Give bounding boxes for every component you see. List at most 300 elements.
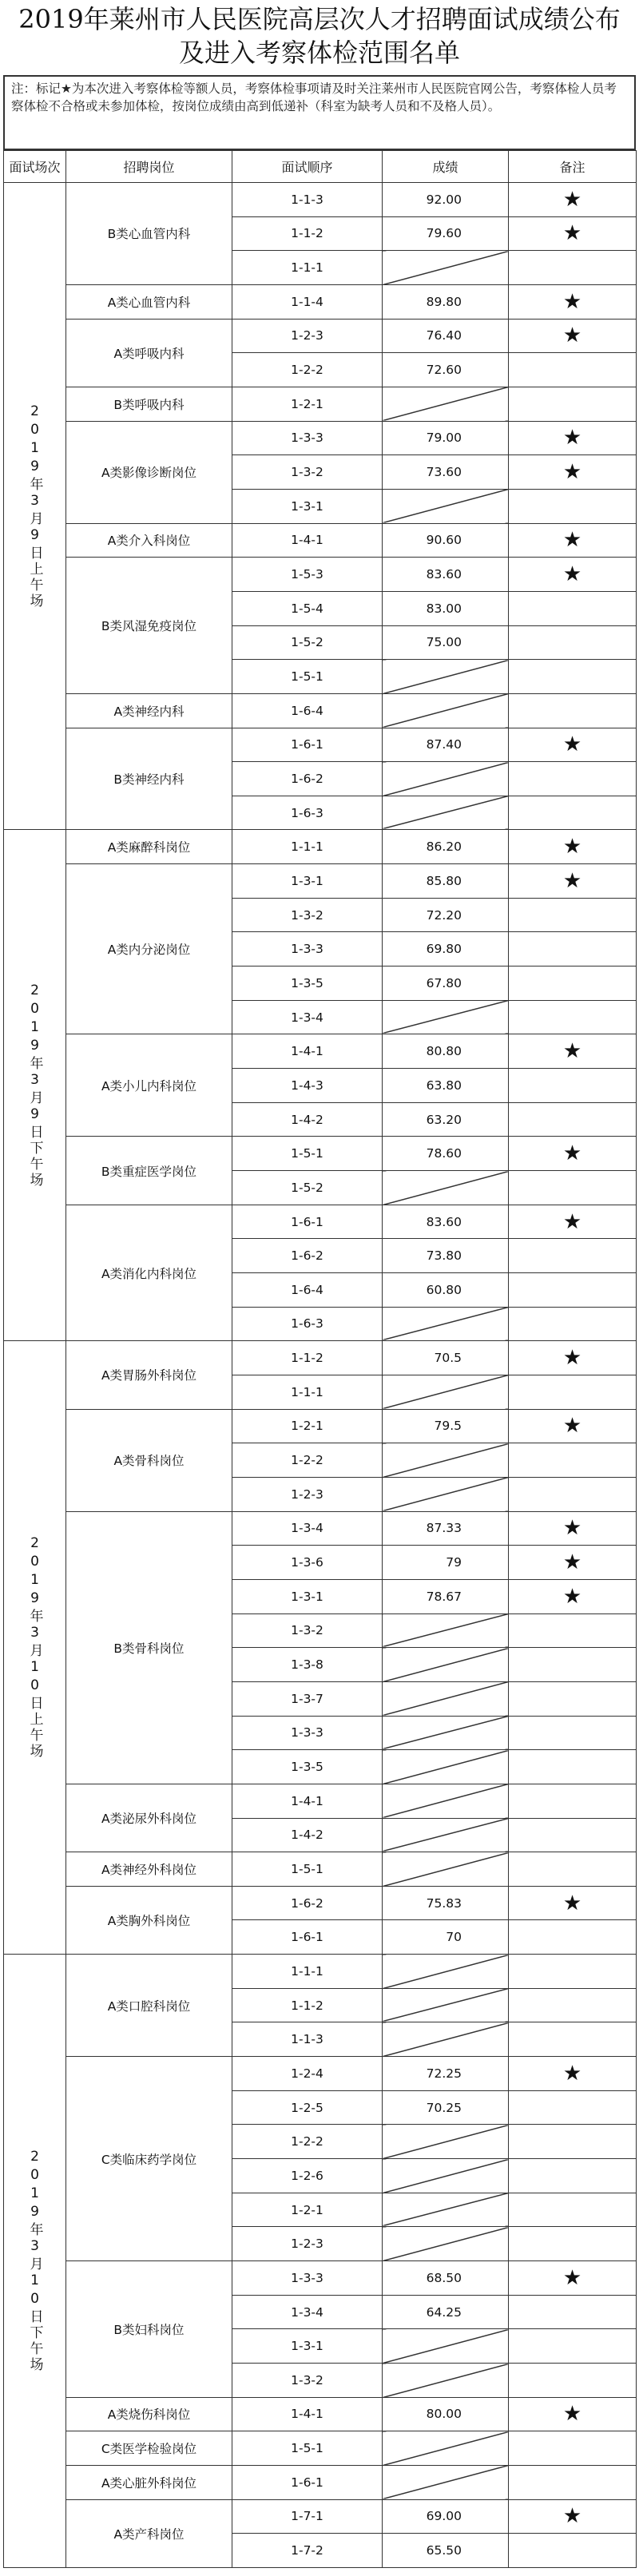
order-cell: 1-3-3 [232, 932, 383, 966]
score-cell: 72.60 [383, 353, 509, 387]
order-cell: 1-3-3 [232, 2261, 383, 2296]
order-cell: 1-1-2 [232, 1988, 383, 2022]
score-cell [383, 1443, 509, 1478]
table-row [4, 2261, 637, 2296]
order-cell: 1-3-5 [232, 1750, 383, 1784]
star-icon: ★ [562, 2402, 582, 2427]
score-cell: 72.20 [383, 898, 509, 932]
remark-cell [509, 1375, 637, 1409]
remark-cell [509, 1511, 637, 1546]
score-cell: 63.20 [383, 1102, 509, 1137]
score-cell: 73.80 [383, 1239, 509, 1273]
order-cell: 1-2-2 [232, 353, 383, 387]
order-cell: 1-5-2 [232, 1171, 383, 1205]
position-cell: A类心脏外科岗位 [66, 2465, 232, 2499]
order-cell: 1-4-3 [232, 1069, 383, 1103]
order-cell: 1-1-1 [232, 251, 383, 285]
table-row [4, 1852, 637, 1887]
table-row [4, 693, 637, 728]
order-cell: 1-7-1 [232, 2499, 383, 2534]
remark-cell [509, 1955, 637, 1989]
remark-cell [509, 387, 637, 421]
position-cell: A类麻醉科岗位 [66, 830, 232, 864]
remark-cell [509, 216, 637, 251]
order-cell: 1-2-2 [232, 2125, 383, 2159]
order-cell: 1-3-1 [232, 1579, 383, 1613]
score-cell: 70.25 [383, 2090, 509, 2125]
order-cell: 1-3-7 [232, 1681, 383, 1716]
position-cell: B类呼吸内科 [66, 387, 232, 421]
order-cell: 1-4-1 [232, 2397, 383, 2431]
order-cell: 1-5-1 [232, 1852, 383, 1887]
remark-cell [509, 1613, 637, 1648]
remark-cell [509, 625, 637, 660]
remark-cell [509, 1137, 637, 1171]
order-cell: 1-1-3 [232, 183, 383, 217]
position-cell: A类骨科岗位 [66, 1409, 232, 1511]
score-cell: 83.60 [383, 558, 509, 592]
remark-cell [509, 1750, 637, 1784]
order-cell: 1-6-1 [232, 1205, 383, 1239]
order-cell: 1-1-3 [232, 2022, 383, 2057]
score-cell: 70.5 [383, 1341, 509, 1375]
position-cell: A类内分泌岗位 [66, 864, 232, 1034]
remark-cell [509, 966, 637, 1001]
star-icon: ★ [562, 323, 582, 348]
order-cell: 1-4-2 [232, 1102, 383, 1137]
order-cell: 1-3-5 [232, 966, 383, 1001]
header-order: 面试顺序 [232, 151, 383, 183]
order-cell: 1-5-1 [232, 2431, 383, 2466]
order-cell: 1-6-1 [232, 728, 383, 762]
order-cell: 1-2-1 [232, 2193, 383, 2227]
session-cell: 2019年3月10日下午场 [4, 1955, 66, 2568]
remark-cell [509, 183, 637, 217]
remark-cell [509, 1171, 637, 1205]
remark-cell [509, 2022, 637, 2057]
star-icon: ★ [562, 835, 582, 859]
remark-cell [509, 2431, 637, 2466]
position-cell: B类妇科岗位 [66, 2261, 232, 2398]
score-cell: 89.80 [383, 284, 509, 319]
star-icon: ★ [562, 1039, 582, 1064]
remark-cell [509, 1988, 637, 2022]
remark-cell [509, 2397, 637, 2431]
table-row [4, 284, 637, 319]
star-icon: ★ [562, 460, 582, 485]
score-cell: 75.83 [383, 1886, 509, 1920]
star-icon: ★ [562, 528, 582, 553]
remark-cell [509, 353, 637, 387]
remark-cell [509, 319, 637, 353]
table-row [4, 830, 637, 864]
score-cell: 69.80 [383, 932, 509, 966]
page-subtitle: 及进入考察体检范围名单 [178, 38, 460, 68]
results-table [3, 150, 637, 2568]
score-cell [383, 1307, 509, 1341]
score-cell: 79.5 [383, 1409, 509, 1443]
table-row [4, 183, 637, 217]
score-cell: 90.60 [383, 523, 509, 558]
header-score: 成绩 [383, 151, 509, 183]
star-icon: ★ [562, 1584, 582, 1609]
order-cell: 1-2-6 [232, 2159, 383, 2193]
order-cell: 1-6-4 [232, 693, 383, 728]
score-cell: 78.67 [383, 1579, 509, 1613]
order-cell: 1-6-2 [232, 1886, 383, 1920]
position-cell: A类神经外科岗位 [66, 1852, 232, 1887]
score-cell [383, 1375, 509, 1409]
order-cell: 1-2-3 [232, 2227, 383, 2261]
remark-cell [509, 796, 637, 830]
score-cell: 92.00 [383, 183, 509, 217]
position-cell: A类影像诊断岗位 [66, 421, 232, 523]
score-cell: 70 [383, 1920, 509, 1955]
remark-cell [509, 1000, 637, 1034]
position-cell: A类介入科岗位 [66, 523, 232, 558]
order-cell: 1-1-1 [232, 1955, 383, 1989]
remark-cell [509, 1648, 637, 1682]
remark-cell [509, 2295, 637, 2329]
order-cell: 1-3-4 [232, 1511, 383, 1546]
score-cell: 83.60 [383, 1205, 509, 1239]
score-cell [383, 1613, 509, 1648]
order-cell: 1-3-1 [232, 2329, 383, 2364]
order-cell: 1-5-1 [232, 660, 383, 694]
score-cell [383, 1648, 509, 1682]
order-cell: 1-1-1 [232, 830, 383, 864]
score-cell: 63.80 [383, 1069, 509, 1103]
position-cell: A类胸外科岗位 [66, 1886, 232, 1954]
remark-cell [509, 2057, 637, 2091]
order-cell: 1-6-4 [232, 1273, 383, 1308]
order-cell: 1-3-3 [232, 421, 383, 455]
remark-cell [509, 830, 637, 864]
star-icon: ★ [562, 732, 582, 757]
table-row [4, 864, 637, 899]
position-cell: A类呼吸内科 [66, 319, 232, 387]
score-cell: 87.33 [383, 1511, 509, 1546]
order-cell: 1-4-1 [232, 1784, 383, 1818]
score-cell [383, 796, 509, 830]
star-icon: ★ [562, 868, 582, 893]
remark-cell [509, 1307, 637, 1341]
remark-cell [509, 898, 637, 932]
score-cell [383, 1681, 509, 1716]
score-cell [383, 2329, 509, 2364]
star-icon: ★ [562, 1209, 582, 1234]
score-cell [383, 1000, 509, 1034]
remark-cell [509, 728, 637, 762]
score-cell [383, 1716, 509, 1750]
score-cell [383, 2431, 509, 2466]
score-cell: 72.25 [383, 2057, 509, 2091]
order-cell: 1-2-1 [232, 1409, 383, 1443]
star-icon: ★ [562, 1346, 582, 1371]
score-cell [383, 1955, 509, 1989]
score-cell: 75.00 [383, 625, 509, 660]
order-cell: 1-3-1 [232, 489, 383, 523]
score-cell: 60.80 [383, 1273, 509, 1308]
remark-cell [509, 558, 637, 592]
order-cell: 1-2-1 [232, 387, 383, 421]
position-cell: A类神经内科 [66, 693, 232, 728]
remark-cell [509, 1341, 637, 1375]
score-cell: 79 [383, 1546, 509, 1580]
header-position: 招聘岗位 [66, 151, 232, 183]
star-icon: ★ [562, 1550, 582, 1575]
score-cell: 83.00 [383, 591, 509, 625]
remark-cell [509, 2090, 637, 2125]
order-cell: 1-3-2 [232, 1613, 383, 1648]
score-cell [383, 762, 509, 796]
remark-cell [509, 1034, 637, 1069]
remark-cell [509, 1886, 637, 1920]
score-cell [383, 2125, 509, 2159]
position-cell: B类重症医学岗位 [66, 1137, 232, 1205]
table-row [4, 2057, 637, 2091]
order-cell: 1-4-2 [232, 1818, 383, 1852]
score-cell [383, 2193, 509, 2227]
star-icon: ★ [562, 1414, 582, 1439]
remark-cell [509, 1239, 637, 1273]
score-cell [383, 1988, 509, 2022]
order-cell: 1-6-1 [232, 2465, 383, 2499]
score-cell: 68.50 [383, 2261, 509, 2296]
order-cell: 1-1-2 [232, 216, 383, 251]
order-cell: 1-6-3 [232, 1307, 383, 1341]
position-cell: B类心血管内科 [66, 183, 232, 285]
star-icon: ★ [562, 2504, 582, 2529]
remark-cell [509, 1273, 637, 1308]
remark-cell [509, 2261, 637, 2296]
score-cell [383, 1171, 509, 1205]
score-cell: 80.00 [383, 2397, 509, 2431]
score-cell [383, 2159, 509, 2193]
score-cell [383, 660, 509, 694]
score-cell [383, 2364, 509, 2398]
table-row [4, 728, 637, 762]
score-cell [383, 693, 509, 728]
table-row [4, 1886, 637, 1920]
remark-cell [509, 2364, 637, 2398]
order-cell: 1-3-4 [232, 2295, 383, 2329]
remark-cell [509, 1409, 637, 1443]
order-cell: 1-6-1 [232, 1920, 383, 1955]
position-cell: A类小儿内科岗位 [66, 1034, 232, 1137]
remark-cell [509, 2534, 637, 2568]
score-cell [383, 2022, 509, 2057]
score-cell [383, 489, 509, 523]
score-cell [383, 1784, 509, 1818]
table-row [4, 1955, 637, 1989]
remark-cell [509, 455, 637, 490]
notice-box: 注：标记★为本次进入考察体检等额人员，考察体检事项请及时关注莱州市人民医院官网公告，考察体检人员考察体检不合格或未参加体检，按岗位成绩由高到低递补（科室为缺考人员和不及格人员）。 [3, 75, 636, 150]
table-row [4, 421, 637, 455]
score-cell [383, 387, 509, 421]
remark-cell [509, 2499, 637, 2534]
table-row [4, 1034, 637, 1069]
table-row [4, 1784, 637, 1818]
title-block [0, 0, 639, 73]
table-row [4, 387, 637, 421]
order-cell: 1-6-2 [232, 1239, 383, 1273]
remark-cell [509, 591, 637, 625]
table-row [4, 1137, 637, 1171]
order-cell: 1-3-3 [232, 1716, 383, 1750]
order-cell: 1-6-3 [232, 796, 383, 830]
table-row [4, 2431, 637, 2466]
order-cell: 1-1-4 [232, 284, 383, 319]
position-cell: B类神经内科 [66, 728, 232, 830]
star-icon: ★ [562, 1891, 582, 1915]
score-cell: 64.25 [383, 2295, 509, 2329]
position-cell: B类风湿免疫岗位 [66, 558, 232, 694]
remark-cell [509, 1818, 637, 1852]
session-cell: 2019年3月10日上午场 [4, 1341, 66, 1955]
table-row [4, 558, 637, 592]
remark-cell [509, 489, 637, 523]
star-icon: ★ [562, 221, 582, 246]
table-row [4, 319, 637, 353]
page-title: 2019年莱州市人民医院高层次人才招聘面试成绩公布 [18, 4, 621, 34]
order-cell: 1-3-2 [232, 2364, 383, 2398]
table-row [4, 2465, 637, 2499]
header-session: 面试场次 [4, 151, 66, 183]
table-row [4, 2397, 637, 2431]
order-cell: 1-3-2 [232, 898, 383, 932]
order-cell: 1-5-3 [232, 558, 383, 592]
position-cell: A类消化内科岗位 [66, 1205, 232, 1341]
score-cell: 87.40 [383, 728, 509, 762]
order-cell: 1-2-5 [232, 2090, 383, 2125]
star-icon: ★ [562, 289, 582, 314]
score-cell [383, 1477, 509, 1511]
star-icon: ★ [562, 2265, 582, 2290]
remark-cell [509, 1681, 637, 1716]
score-cell: 69.00 [383, 2499, 509, 2534]
score-cell: 80.80 [383, 1034, 509, 1069]
score-cell: 78.60 [383, 1137, 509, 1171]
position-cell: A类口腔科岗位 [66, 1955, 232, 2057]
remark-cell [509, 864, 637, 899]
remark-cell [509, 2329, 637, 2364]
order-cell: 1-5-1 [232, 1137, 383, 1171]
score-cell: 67.80 [383, 966, 509, 1001]
remark-cell [509, 1784, 637, 1818]
table-header-row [4, 151, 637, 183]
star-icon: ★ [562, 2061, 582, 2086]
remark-cell [509, 1102, 637, 1137]
remark-cell [509, 1852, 637, 1887]
session-cell: 2019年3月9日上午场 [4, 183, 66, 830]
remark-cell [509, 1546, 637, 1580]
table-row [4, 1409, 637, 1443]
remark-cell [509, 1920, 637, 1955]
star-icon: ★ [562, 1141, 582, 1166]
star-icon: ★ [562, 562, 582, 587]
order-cell: 1-3-4 [232, 1000, 383, 1034]
score-cell: 86.20 [383, 830, 509, 864]
remark-cell [509, 693, 637, 728]
session-cell: 2019年3月9日下午场 [4, 830, 66, 1341]
order-cell: 1-3-6 [232, 1546, 383, 1580]
remark-cell [509, 660, 637, 694]
order-cell: 1-6-2 [232, 762, 383, 796]
remark-cell [509, 1477, 637, 1511]
remark-cell [509, 1205, 637, 1239]
remark-cell [509, 421, 637, 455]
table-row [4, 2499, 637, 2534]
remark-cell [509, 1443, 637, 1478]
star-icon: ★ [562, 426, 582, 451]
score-cell [383, 1750, 509, 1784]
order-cell: 1-2-2 [232, 1443, 383, 1478]
score-cell: 85.80 [383, 864, 509, 899]
order-cell: 1-4-1 [232, 1034, 383, 1069]
score-cell [383, 1818, 509, 1852]
score-cell: 79.00 [383, 421, 509, 455]
order-cell: 1-5-2 [232, 625, 383, 660]
position-cell: A类烧伤科岗位 [66, 2397, 232, 2431]
remark-cell [509, 2159, 637, 2193]
score-cell [383, 2465, 509, 2499]
remark-cell [509, 2125, 637, 2159]
remark-cell [509, 523, 637, 558]
position-cell: C类医学检验岗位 [66, 2431, 232, 2466]
order-cell: 1-1-1 [232, 1375, 383, 1409]
score-cell [383, 1852, 509, 1887]
position-cell: A类产科岗位 [66, 2499, 232, 2567]
order-cell: 1-5-4 [232, 591, 383, 625]
remark-cell [509, 1069, 637, 1103]
remark-cell [509, 284, 637, 319]
order-cell: 1-2-3 [232, 1477, 383, 1511]
table-row [4, 1511, 637, 1546]
score-cell: 79.60 [383, 216, 509, 251]
star-icon: ★ [562, 187, 582, 212]
remark-cell [509, 1579, 637, 1613]
remark-cell [509, 2465, 637, 2499]
order-cell: 1-7-2 [232, 2534, 383, 2568]
score-cell [383, 2227, 509, 2261]
order-cell: 1-3-8 [232, 1648, 383, 1682]
score-cell: 65.50 [383, 2534, 509, 2568]
order-cell: 1-1-2 [232, 1341, 383, 1375]
position-cell: C类临床药学岗位 [66, 2057, 232, 2261]
remark-cell [509, 251, 637, 285]
score-cell [383, 251, 509, 285]
order-cell: 1-4-1 [232, 523, 383, 558]
position-cell: B类骨科岗位 [66, 1511, 232, 1784]
position-cell: A类胃肠外科岗位 [66, 1341, 232, 1409]
remark-cell [509, 2193, 637, 2227]
remark-cell [509, 1716, 637, 1750]
remark-cell [509, 762, 637, 796]
position-cell: A类心血管内科 [66, 284, 232, 319]
table-row [4, 523, 637, 558]
order-cell: 1-3-2 [232, 455, 383, 490]
order-cell: 1-2-4 [232, 2057, 383, 2091]
position-cell: A类泌尿外科岗位 [66, 1784, 232, 1852]
table-row [4, 1205, 637, 1239]
header-remark: 备注 [509, 151, 637, 183]
star-icon: ★ [562, 1516, 582, 1541]
remark-cell [509, 932, 637, 966]
order-cell: 1-3-1 [232, 864, 383, 899]
results-table-body [4, 151, 637, 2568]
order-cell: 1-2-3 [232, 319, 383, 353]
